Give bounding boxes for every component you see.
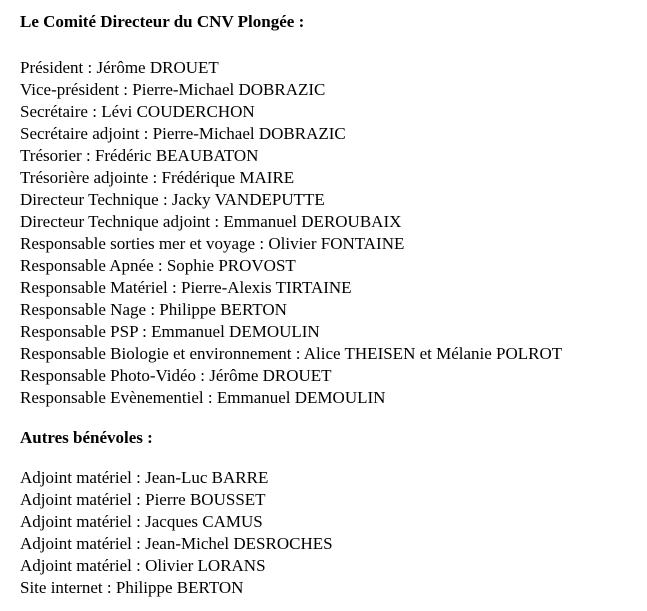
role-separator: : <box>167 278 181 297</box>
role-separator: : <box>81 146 95 165</box>
member-role: Adjoint matériel <box>20 534 132 553</box>
role-separator: : <box>87 102 102 121</box>
document-page <box>20 11 647 599</box>
member-name: Pierre-Michael DOBRAZIC <box>132 80 326 99</box>
member-name: Jean-Luc BARRE <box>145 468 269 487</box>
member-name: Philippe BERTON <box>115 578 244 597</box>
member-name: Jacky VANDEPUTTE <box>171 190 325 209</box>
member-role: Adjoint matériel <box>20 512 132 531</box>
member-role: Trésorier <box>20 146 82 165</box>
member-role: Trésorière adjointe <box>20 168 149 187</box>
committee-list <box>20 57 647 409</box>
member-name: Pierre-Alexis TIRTAINE <box>181 278 352 297</box>
committee-member-line <box>20 123 647 145</box>
member-role: Vice-président <box>20 80 120 99</box>
volunteer-member-line <box>20 467 647 489</box>
committee-member-line <box>20 145 647 167</box>
committee-member-line <box>20 343 647 365</box>
member-role: Responsable sorties mer et voyage <box>20 234 256 253</box>
member-name: Jacques CAMUS <box>145 512 263 531</box>
role-separator: : <box>131 556 146 575</box>
volunteer-member-line <box>20 511 647 533</box>
role-separator: : <box>255 234 269 253</box>
role-separator: : <box>148 168 162 187</box>
role-separator: : <box>137 322 152 341</box>
spacer <box>20 409 647 427</box>
role-separator: : <box>83 58 97 77</box>
committee-member-line <box>20 167 647 189</box>
role-separator: : <box>131 468 146 487</box>
role-separator: : <box>102 578 116 597</box>
member-name: Olivier FONTAINE <box>268 234 405 253</box>
committee-member-line <box>20 277 647 299</box>
spacer <box>20 33 647 57</box>
role-separator: : <box>153 256 167 275</box>
committee-member-line <box>20 387 647 409</box>
member-name: Jean-Michel DESROCHES <box>145 534 333 553</box>
committee-member-line <box>20 211 647 233</box>
member-name: Lévi COUDERCHON <box>101 102 255 121</box>
member-role: Responsable Evènementiel <box>20 388 204 407</box>
member-role: Adjoint matériel <box>20 556 132 575</box>
member-name: Sophie PROVOST <box>166 256 296 275</box>
member-role: Responsable Nage <box>20 300 147 319</box>
spacer <box>20 449 647 467</box>
member-role: Adjoint matériel <box>20 490 132 509</box>
member-name: Pierre-Michael DOBRAZIC <box>152 124 346 143</box>
committee-member-line <box>20 299 647 321</box>
role-separator: : <box>131 512 146 531</box>
committee-member-line <box>20 321 647 343</box>
member-role: Président <box>20 58 84 77</box>
member-name: Jérôme DROUET <box>96 58 219 77</box>
member-name: Pierre BOUSSET <box>145 490 266 509</box>
volunteer-member-line <box>20 489 647 511</box>
volunteers-list <box>20 467 647 599</box>
member-role: Directeur Technique adjoint <box>20 212 211 231</box>
member-name: Emmanuel DEMOULIN <box>216 388 386 407</box>
role-separator: : <box>131 534 146 553</box>
member-name: Emmanuel DEMOULIN <box>151 322 320 341</box>
committee-member-line <box>20 365 647 387</box>
member-role: Responsable PSP <box>20 322 138 341</box>
member-role: Secrétaire adjoint <box>20 124 140 143</box>
role-separator: : <box>131 490 146 509</box>
volunteers-heading: Autres bénévoles : <box>20 428 153 447</box>
role-separator: : <box>196 366 210 385</box>
role-separator: : <box>203 388 217 407</box>
member-name: Olivier LORANS <box>145 556 266 575</box>
volunteer-member-line <box>20 555 647 577</box>
member-role: Responsable Photo-Vidéo <box>20 366 197 385</box>
member-role: Responsable Apnée <box>20 256 154 275</box>
committee-member-line <box>20 57 647 79</box>
member-role: Responsable Matériel <box>20 278 168 297</box>
role-separator: : <box>139 124 153 143</box>
role-separator: : <box>119 80 133 99</box>
role-separator: : <box>291 344 304 363</box>
member-role: Secrétaire <box>20 102 88 121</box>
member-name: Jérôme DROUET <box>209 366 332 385</box>
role-separator: : <box>146 300 160 319</box>
member-role: Responsable Biologie et environnement <box>20 344 292 363</box>
committee-member-line <box>20 255 647 277</box>
committee-member-line <box>20 233 647 255</box>
member-name: Frédérique MAIRE <box>161 168 295 187</box>
committee-member-line <box>20 189 647 211</box>
committee-member-line <box>20 79 647 101</box>
member-name: Emmanuel DEROUBAIX <box>223 212 402 231</box>
member-name: Philippe BERTON <box>159 300 287 319</box>
member-role: Adjoint matériel <box>20 468 132 487</box>
member-name: Alice THEISEN et Mélanie POLROT <box>303 344 563 363</box>
committee-member-line <box>20 101 647 123</box>
volunteer-member-line <box>20 577 647 599</box>
committee-heading: Le Comité Directeur du CNV Plongée : <box>20 12 305 31</box>
volunteer-member-line <box>20 533 647 555</box>
role-separator: : <box>158 190 172 209</box>
member-role: Site internet <box>20 578 103 597</box>
role-separator: : <box>210 212 224 231</box>
member-role: Directeur Technique <box>20 190 159 209</box>
member-name: Frédéric BEAUBATON <box>94 146 259 165</box>
